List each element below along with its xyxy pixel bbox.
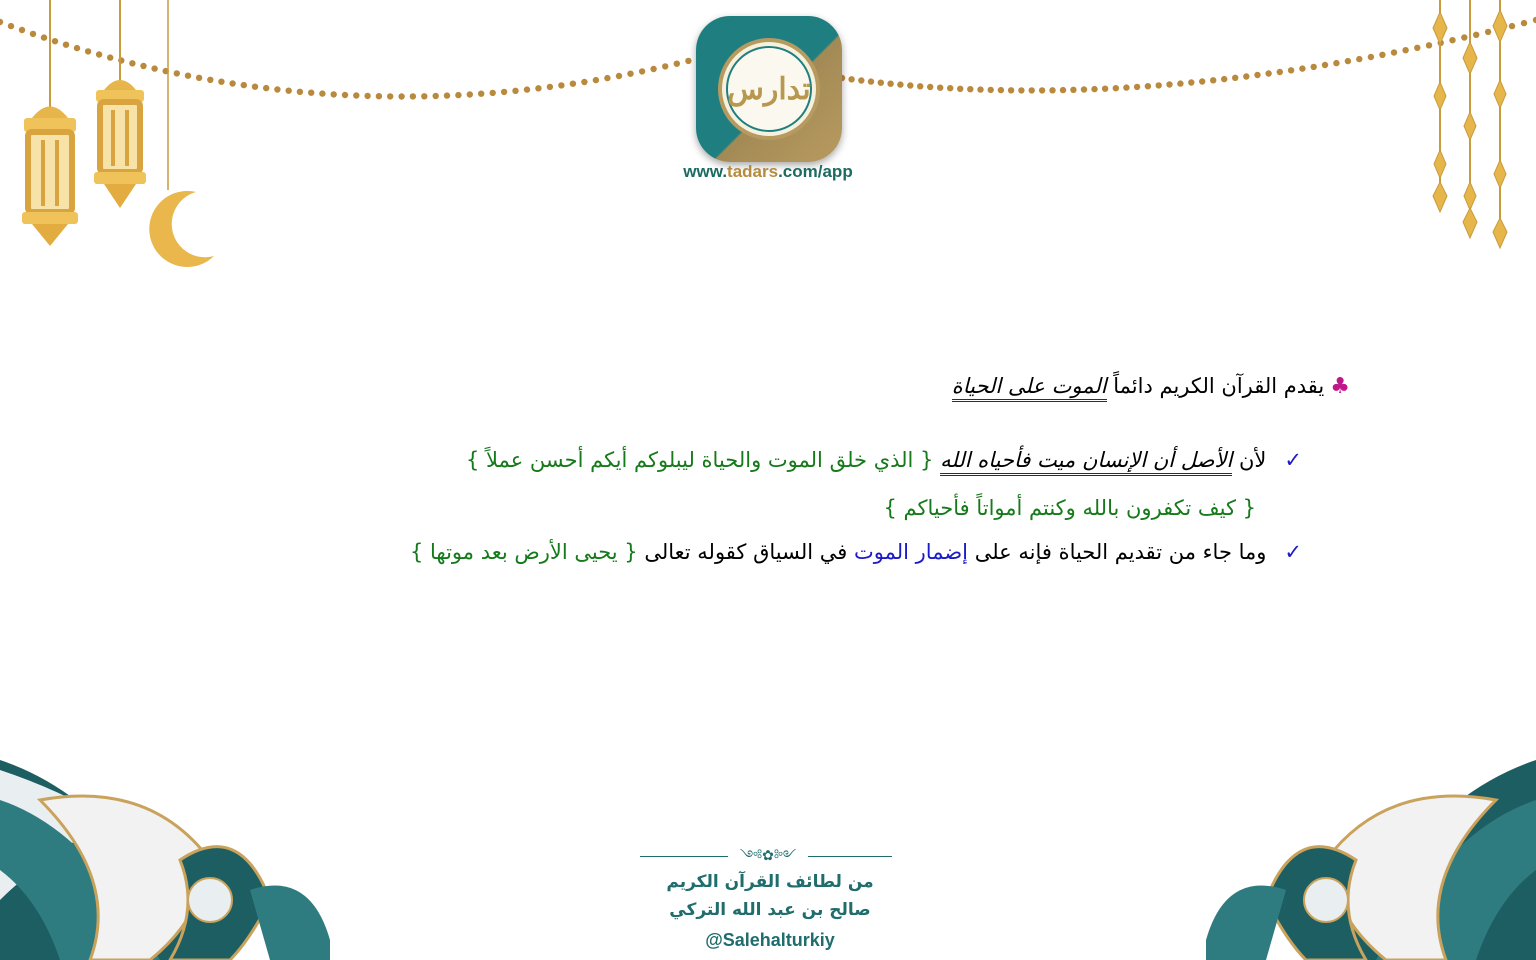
bead xyxy=(674,61,680,67)
bead xyxy=(917,83,923,89)
point-1-verse-2: { كيف تكفرون بالله وكنتم أمواتاً فأحياكم } xyxy=(883,496,1256,520)
bead xyxy=(524,86,530,92)
bead xyxy=(1265,70,1271,76)
twitter-handle[interactable]: @Salehalturkiy xyxy=(705,930,835,950)
bead xyxy=(1039,87,1045,93)
bead xyxy=(1485,29,1491,35)
bead xyxy=(685,58,691,64)
url-prefix: www. xyxy=(683,162,728,181)
bead xyxy=(581,79,587,85)
bead xyxy=(467,91,473,97)
url-suffix: .com/app xyxy=(778,162,853,181)
bead xyxy=(887,81,893,87)
bead xyxy=(927,84,933,90)
bead xyxy=(1134,84,1140,90)
bead xyxy=(1091,86,1097,92)
bead xyxy=(947,85,953,91)
bead xyxy=(410,93,416,99)
bead xyxy=(512,88,518,94)
bead xyxy=(616,73,622,79)
bead xyxy=(455,92,461,98)
bead xyxy=(1449,37,1455,43)
bead xyxy=(1177,80,1183,86)
bead xyxy=(174,70,180,76)
bead xyxy=(547,84,553,90)
point-2-text-b: في السياق كقوله تعالى xyxy=(637,540,854,564)
bead xyxy=(1113,85,1119,91)
bead xyxy=(937,85,943,91)
bead xyxy=(19,27,25,33)
lantern-icon xyxy=(22,0,78,246)
bead xyxy=(151,65,157,71)
bead xyxy=(297,89,303,95)
bead xyxy=(107,54,113,60)
bead xyxy=(1322,62,1328,68)
point-1-verse: { الذي خلق الموت والحياة ليبلوكم أيكم أحسن عملاً } xyxy=(465,448,941,472)
bead xyxy=(387,93,393,99)
bead xyxy=(1299,65,1305,71)
bead xyxy=(1509,23,1515,29)
headline-text: يقدم القرآن الكريم دائماً xyxy=(1106,374,1325,398)
bead xyxy=(331,91,337,97)
bead xyxy=(1254,72,1260,78)
bead xyxy=(1414,45,1420,51)
bead xyxy=(1521,20,1527,26)
bead xyxy=(319,90,325,96)
bead xyxy=(8,23,14,29)
bead xyxy=(868,78,874,84)
bead xyxy=(1379,52,1385,58)
bead xyxy=(1145,83,1151,89)
bead xyxy=(342,92,348,98)
bead xyxy=(1029,87,1035,93)
bead xyxy=(1166,81,1172,87)
bead xyxy=(662,63,668,69)
bead xyxy=(1333,60,1339,66)
bead xyxy=(1288,67,1294,73)
bead xyxy=(74,45,80,51)
bead xyxy=(229,80,235,86)
bead xyxy=(478,91,484,97)
tadars-logo xyxy=(696,16,842,162)
hanging-diamonds-right xyxy=(1433,0,1507,248)
checkmark-icon: ✓ xyxy=(1284,540,1302,564)
bead xyxy=(376,93,382,99)
bead xyxy=(1081,86,1087,92)
point-1-continuation xyxy=(883,496,1256,520)
bead xyxy=(604,75,610,81)
signature-line-1: من لطائف القرآن الكريم xyxy=(666,872,874,892)
bead xyxy=(1402,47,1408,53)
bead xyxy=(967,86,973,92)
bead xyxy=(398,93,404,99)
bead xyxy=(52,38,58,44)
lantern-icon xyxy=(94,0,146,208)
bead xyxy=(129,60,135,66)
club-icon: ♣ xyxy=(1330,374,1350,399)
bead xyxy=(263,85,269,91)
bead xyxy=(218,79,224,85)
bead xyxy=(650,66,656,72)
point-1-emphasis: الأصل أن الإنسان ميت فأحياه الله xyxy=(940,448,1232,476)
headline xyxy=(952,374,1350,399)
bead xyxy=(1461,34,1467,40)
bead xyxy=(1210,77,1216,83)
bead xyxy=(1426,42,1432,48)
bead xyxy=(1188,79,1194,85)
bead xyxy=(1049,87,1055,93)
bead xyxy=(501,89,507,95)
bead xyxy=(0,19,3,25)
divider-ornament: ༺✿༻ xyxy=(728,848,808,864)
bead xyxy=(957,86,963,92)
bead xyxy=(286,88,292,94)
point-2 xyxy=(410,540,1302,564)
bead xyxy=(1123,84,1129,90)
point-1-lead: لأن xyxy=(1232,448,1267,472)
bead xyxy=(1018,87,1024,93)
bead xyxy=(1345,58,1351,64)
bead xyxy=(1102,86,1108,92)
bead xyxy=(63,42,69,48)
point-1 xyxy=(466,448,1302,472)
bead xyxy=(593,77,599,83)
bead xyxy=(353,92,359,98)
bead xyxy=(639,68,645,74)
point-2-highlight: إضمار الموت xyxy=(854,540,969,564)
logo-medallion xyxy=(726,46,812,132)
bead xyxy=(1356,56,1362,62)
bead xyxy=(570,81,576,87)
bead xyxy=(140,63,146,69)
point-2-verse: { يحيى الأرض بعد موتها } xyxy=(409,540,638,564)
bead-string-right xyxy=(839,17,1536,94)
bead xyxy=(252,84,258,90)
crescent-moon-icon xyxy=(149,0,214,267)
bead xyxy=(1311,64,1317,70)
bead xyxy=(30,31,36,37)
bead xyxy=(848,76,854,82)
signature-line-2: صالح بن عبد الله التركي xyxy=(669,900,871,920)
bead xyxy=(1277,69,1283,75)
bead xyxy=(627,71,633,77)
bead xyxy=(364,93,370,99)
headline-emphasis: الموت على الحياة xyxy=(952,374,1107,402)
bead xyxy=(85,48,91,54)
bead xyxy=(1473,32,1479,38)
bead xyxy=(1199,78,1205,84)
bead xyxy=(1008,87,1014,93)
floral-ornament-left xyxy=(0,760,330,960)
bead xyxy=(444,92,450,98)
bead xyxy=(897,81,903,87)
bead xyxy=(558,82,564,88)
bead xyxy=(1368,54,1374,60)
url-brand: tadars xyxy=(727,162,779,181)
bead xyxy=(274,86,280,92)
point-2-text-a: وما جاء من تقديم الحياة فإنه على xyxy=(968,540,1267,564)
bead xyxy=(185,73,191,79)
bead xyxy=(998,87,1004,93)
bead xyxy=(535,85,541,91)
bead xyxy=(433,93,439,99)
site-url-link[interactable] xyxy=(640,162,896,182)
bead xyxy=(1391,49,1397,55)
bead xyxy=(1070,87,1076,93)
bead-string-left xyxy=(0,19,703,100)
bead xyxy=(858,77,864,83)
bead xyxy=(196,75,202,81)
bead xyxy=(907,82,913,88)
bead xyxy=(421,93,427,99)
bead xyxy=(41,34,47,40)
bead xyxy=(1156,82,1162,88)
bead xyxy=(241,82,247,88)
checkmark-icon: ✓ xyxy=(1284,448,1302,472)
floral-ornament-right xyxy=(1206,760,1536,960)
bead xyxy=(1232,75,1238,81)
bead xyxy=(308,90,314,96)
bead xyxy=(977,86,983,92)
bead xyxy=(1221,76,1227,82)
logo-wordmark: تدارس xyxy=(727,71,811,107)
bead xyxy=(490,90,496,96)
bead xyxy=(1060,87,1066,93)
bead xyxy=(96,51,102,57)
bead xyxy=(207,77,213,83)
bead xyxy=(1243,73,1249,79)
bead xyxy=(988,87,994,93)
bead xyxy=(878,80,884,86)
